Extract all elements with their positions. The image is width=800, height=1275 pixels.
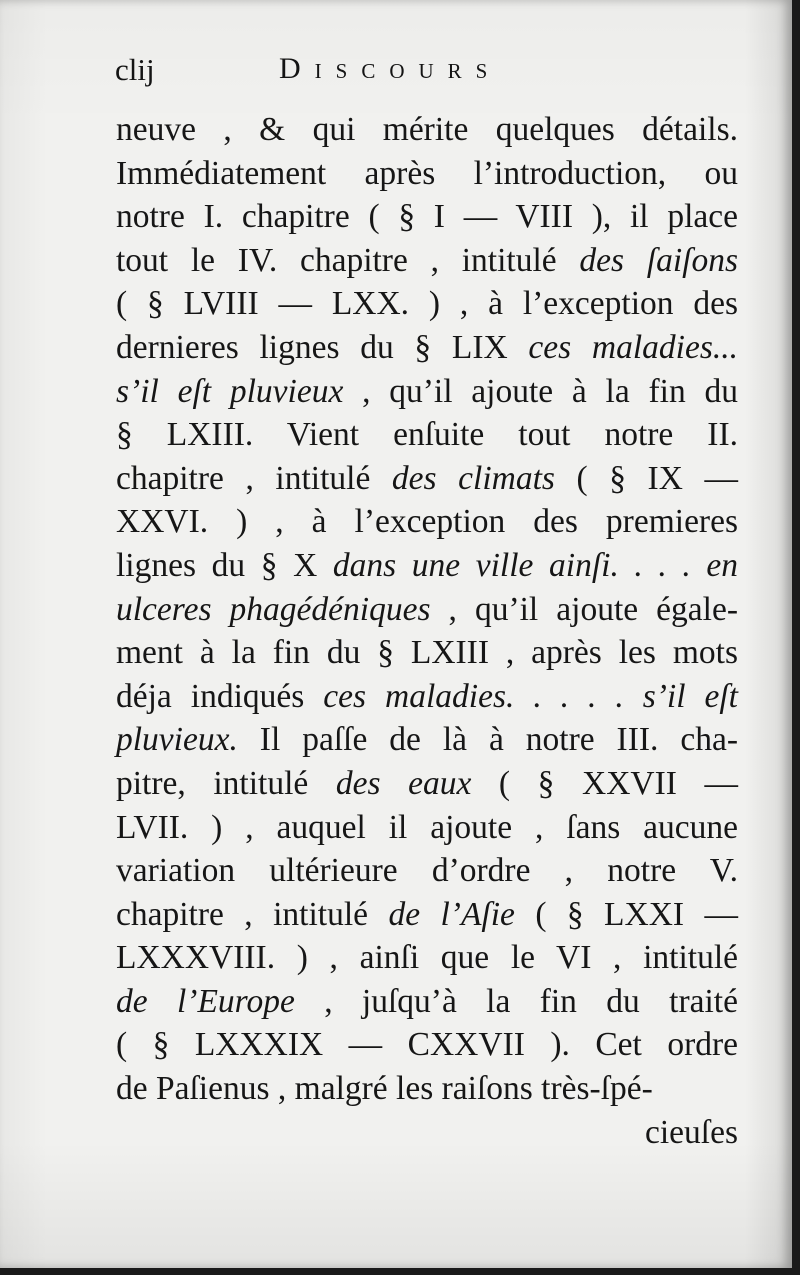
catchword: cieuſes bbox=[644, 1113, 738, 1151]
text-segment: variation ultérieure d’ordre , notre V. bbox=[116, 852, 738, 890]
text-segment: déja indiqués bbox=[116, 677, 324, 715]
text-line bbox=[116, 457, 738, 501]
text-segment: neuve , & qui mérite quelques détails. bbox=[116, 111, 738, 148]
italic-text-segment: des ſaiſons bbox=[579, 241, 738, 279]
italic-text-segment: pluvieux. bbox=[116, 721, 238, 759]
italic-text-segment: des eaux bbox=[335, 764, 472, 802]
italic-text-segment: ces maladies... bbox=[528, 328, 738, 366]
text-segment: § LXIII. Vient enſuite tout notre II. bbox=[116, 416, 738, 454]
text-line bbox=[116, 718, 738, 762]
text-segment: ( § IX — bbox=[554, 459, 738, 497]
text-line bbox=[116, 108, 738, 152]
text-line bbox=[116, 195, 738, 239]
text-segment: chapitre , intitulé bbox=[116, 459, 392, 497]
text-segment: , juſqu’à la fin du traité bbox=[294, 982, 738, 1020]
italic-text-segment: des climats bbox=[391, 459, 555, 497]
text-line bbox=[116, 239, 738, 283]
text-segment: chapitre , intitulé bbox=[116, 895, 389, 933]
text-line bbox=[116, 631, 738, 675]
text-segment: XXVI. ) , à l’exception des premieres bbox=[116, 503, 738, 541]
italic-text-segment: ulceres phagédéniques bbox=[116, 590, 431, 628]
text-line bbox=[116, 980, 738, 1024]
text-line bbox=[116, 806, 738, 850]
italic-text-segment: de l’Europe bbox=[116, 982, 295, 1020]
text-segment: dernieres lignes du § LIX bbox=[116, 328, 529, 366]
text-segment: ment à la fin du § LXIII , après les mots bbox=[116, 634, 738, 672]
body-text bbox=[116, 108, 738, 1154]
italic-text-segment: de l’Aſie bbox=[388, 895, 515, 933]
text-line bbox=[116, 1023, 738, 1067]
text-line bbox=[116, 849, 738, 893]
text-line bbox=[116, 282, 738, 326]
text-segment: de Paſienus , malgré les raiſons très-ſpé- bbox=[116, 1070, 653, 1108]
italic-text-segment: ces maladies. . . . . s’il eſt bbox=[323, 677, 738, 715]
text-segment: Immédiatement après l’introduction, ou bbox=[116, 154, 738, 192]
text-line bbox=[116, 762, 738, 806]
text-segment: pitre, intitulé bbox=[116, 764, 336, 802]
text-segment: Il paſſe de là à notre III. cha- bbox=[237, 721, 738, 759]
text-segment: ( § LXXI — bbox=[514, 895, 738, 933]
text-segment: lignes du § X bbox=[116, 546, 333, 584]
text-line bbox=[116, 326, 738, 370]
text-segment: ( § LXXXIX — CXXVII ). Cet ordre bbox=[116, 1026, 738, 1064]
page-number: clij bbox=[115, 52, 155, 87]
text-line bbox=[116, 893, 738, 937]
text-line bbox=[116, 413, 738, 457]
text-segment: , qu’il ajoute à la fin du bbox=[343, 372, 738, 410]
text-segment: ( § LVIII — LXX. ) , à l’exception des bbox=[116, 285, 738, 323]
text-line bbox=[116, 544, 738, 588]
italic-text-segment: s’il eſt pluvieux bbox=[116, 372, 344, 410]
text-line bbox=[116, 588, 738, 632]
text-segment: ( § XXVII — bbox=[471, 764, 738, 802]
text-line bbox=[116, 675, 738, 719]
text-segment: LVII. ) , auquel il ajoute , ſans aucune bbox=[116, 808, 738, 846]
running-head bbox=[115, 52, 635, 96]
text-segment: tout le IV. chapitre , intitulé bbox=[116, 241, 580, 279]
text-line bbox=[116, 370, 738, 414]
text-segment: LXXXVIII. ) , ainſi que le VI , intitulé bbox=[116, 939, 738, 977]
text-segment: notre I. chapitre ( § I — VIII ), il place bbox=[116, 198, 738, 236]
italic-text-segment: dans une ville ainſi. . . . en bbox=[332, 546, 738, 584]
text-line bbox=[116, 936, 738, 980]
text-line bbox=[116, 152, 738, 196]
text-line bbox=[116, 500, 738, 544]
running-title: Discours bbox=[279, 52, 502, 85]
text-segment: , qu’il ajoute égale- bbox=[430, 590, 738, 628]
text-line bbox=[116, 1067, 738, 1111]
